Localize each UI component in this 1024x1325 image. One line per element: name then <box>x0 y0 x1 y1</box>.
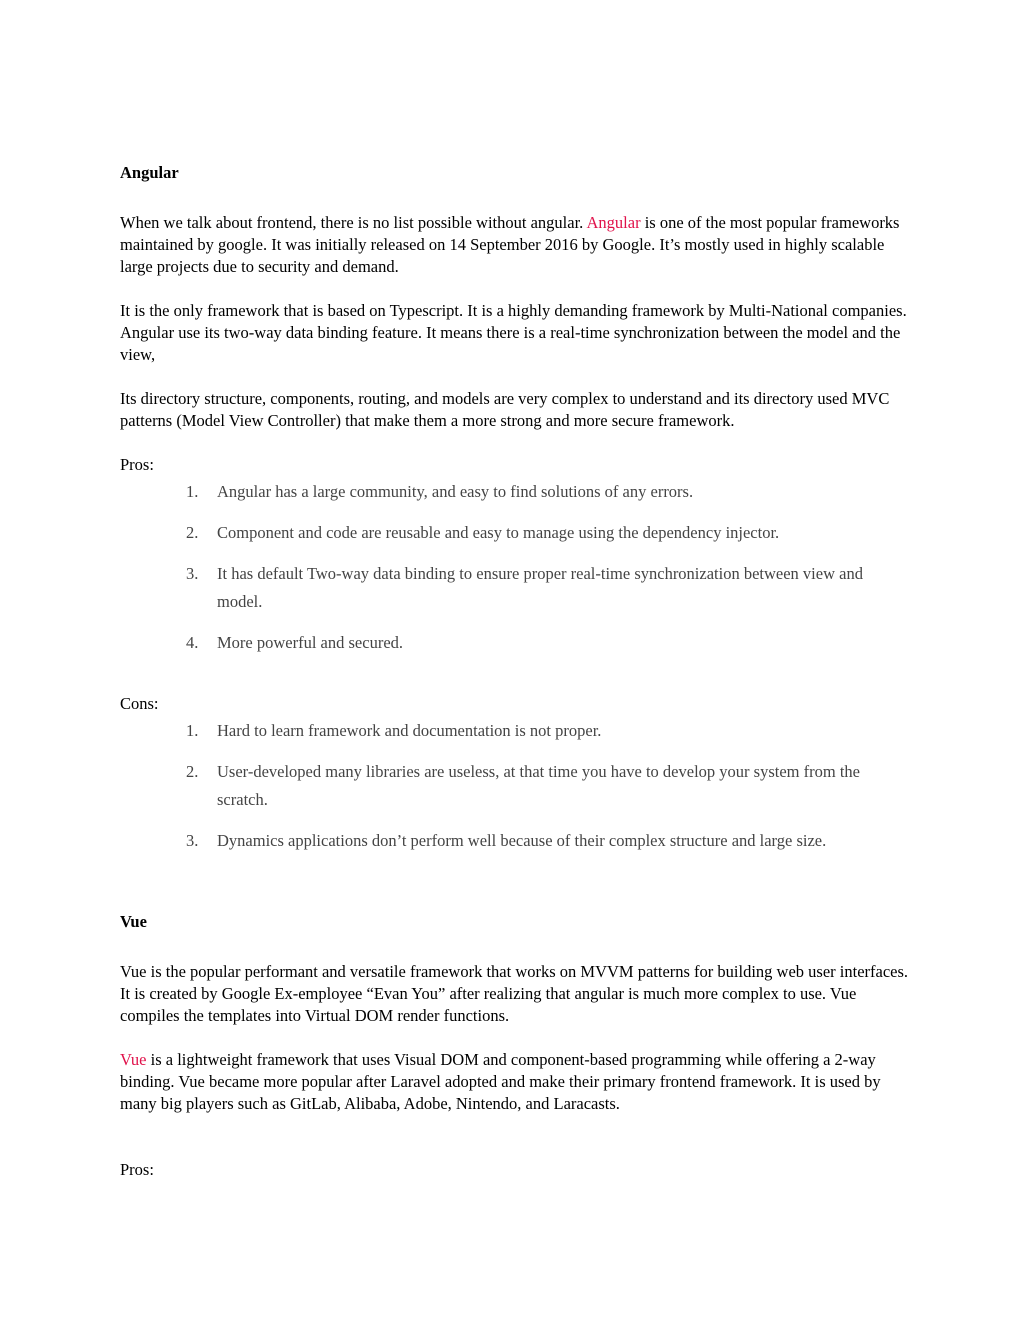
list-spacer <box>120 506 910 519</box>
list-number: 4. <box>186 633 199 652</box>
list-number: 2. <box>186 523 199 542</box>
list-item-text: Hard to learn framework and documentation is not proper. <box>217 721 602 740</box>
angular-link[interactable]: Angular <box>586 213 641 232</box>
angular-heading: Angular <box>120 163 179 182</box>
angular-typescript-paragraph: It is the only framework that is based on Typescript. It is a highly demanding framework by Multi-National companies. Angular use its two-way data binding feature. It means there is a real-time synchronization between the model and the view, <box>120 301 907 364</box>
vue-link[interactable]: Vue <box>120 1050 147 1069</box>
angular-cons-label: Cons: <box>120 694 159 713</box>
angular-intro-paragraph <box>120 212 910 278</box>
vue-heading: Vue <box>120 912 147 931</box>
list-spacer <box>120 547 910 560</box>
list-spacer <box>120 745 910 758</box>
list-item-text: It has default Two-way data binding to ensure proper real-time synchronization between view and model. <box>217 564 863 611</box>
vue-intro-paragraph: Vue is the popular performant and versatile framework that works on MVVM patterns for building web user interfaces. It is created by Google Ex-employee “Evan You” after realizing that angular is much more complex to use. Vue compiles the templates into Virtual DOM render functions. <box>120 962 909 1025</box>
list-number: 3. <box>186 831 199 850</box>
list-item-text: Angular has a large community, and easy to find solutions of any errors. <box>217 482 694 501</box>
angular-pros-list <box>120 478 910 657</box>
vue-lightweight-text: is a lightweight framework that uses Visual DOM and component-based programming while offering a 2-way binding. Vue became more popular after Laravel adopted and make their primary frontend framework. It is used by many big players such as GitLab, Alibaba, Adobe, Nintendo, and Laracasts. <box>120 1050 881 1113</box>
list-number: 1. <box>186 482 199 501</box>
list-number: 1. <box>186 721 199 740</box>
list-spacer <box>120 616 910 629</box>
list-item <box>120 758 910 814</box>
list-item-text: User-developed many libraries are useless, at that time you have to develop your system from the scratch. <box>217 762 860 809</box>
list-item <box>120 827 910 855</box>
angular-intro-text-rest: is one of the most popular frameworks maintained by google. It was initially released on 14 September 2016 by Google. It’s mostly used in highly scalable large projects due to security and demand. <box>120 213 900 276</box>
document-body <box>120 162 910 1181</box>
list-item <box>120 560 910 616</box>
list-spacer <box>120 814 910 827</box>
list-item-text: Component and code are reusable and easy to manage using the dependency injector. <box>217 523 780 542</box>
vue-pros-label: Pros: <box>120 1160 154 1179</box>
list-item <box>120 478 910 506</box>
list-item <box>120 519 910 547</box>
list-item <box>120 717 910 745</box>
list-number: 2. <box>186 762 199 781</box>
list-item-text: More powerful and secured. <box>217 633 404 652</box>
angular-structure-paragraph: Its directory structure, components, routing, and models are very complex to understand and its directory used MVC patterns (Model View Controller) that make them a more strong and more secure framework. <box>120 389 890 430</box>
list-number: 3. <box>186 564 199 583</box>
angular-intro-text: When we talk about frontend, there is no list possible without angular. <box>120 213 587 232</box>
angular-pros-label: Pros: <box>120 455 154 474</box>
angular-cons-list <box>120 717 910 855</box>
vue-lightweight-paragraph <box>120 1049 910 1115</box>
list-item-text: Dynamics applications don’t perform well because of their complex structure and large size. <box>217 831 827 850</box>
list-item <box>120 629 910 657</box>
